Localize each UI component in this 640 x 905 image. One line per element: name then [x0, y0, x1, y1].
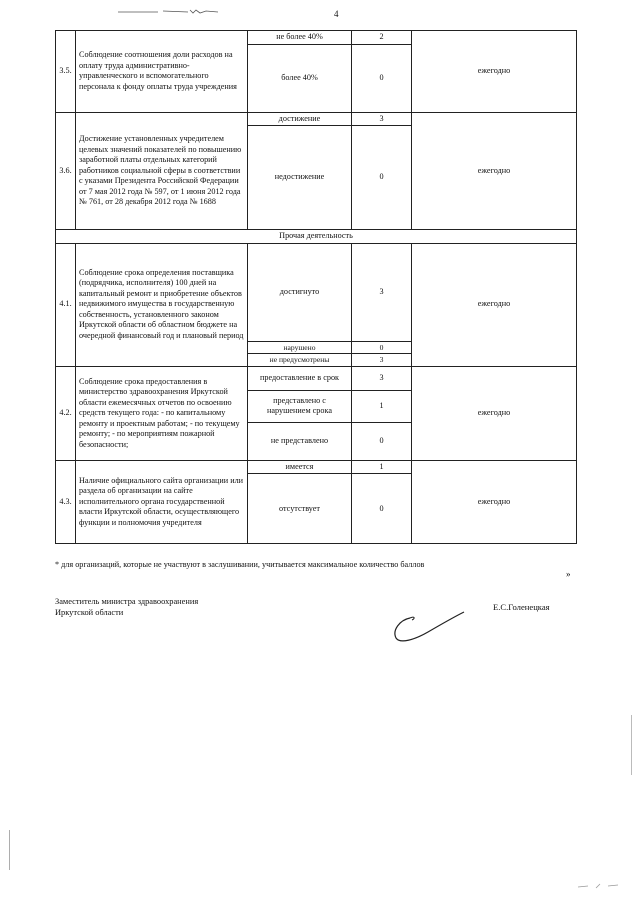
condition-cell: не более 40% — [248, 31, 352, 45]
criterion-text: Соблюдение соотношения доли расходов на оплату труда административно-управленческого и вспомогательного персонала к фонду оплаты труда учреждения — [76, 31, 248, 113]
row-number: 4.2. — [56, 366, 76, 460]
score-cell: 0 — [352, 341, 412, 354]
row-number: 3.6. — [56, 112, 76, 230]
score-cell: 0 — [352, 474, 412, 544]
score-cell: 1 — [352, 390, 412, 422]
condition-cell: не представлено — [248, 422, 352, 460]
row-number: 4.3. — [56, 460, 76, 544]
score-cell: 3 — [352, 366, 412, 390]
condition-cell: предоставление в срок — [248, 366, 352, 390]
frequency-cell: ежегодно — [412, 31, 577, 113]
score-cell: 0 — [352, 422, 412, 460]
margin-mark — [630, 715, 633, 775]
condition-cell: представлено с нарушением срока — [248, 390, 352, 422]
table-row — [56, 460, 577, 474]
condition-cell: имеется — [248, 460, 352, 474]
margin-mark — [8, 830, 11, 870]
condition-cell: достигнуто — [248, 243, 352, 341]
score-cell: 0 — [352, 44, 412, 112]
condition-cell: недостижение — [248, 126, 352, 230]
score-cell: 0 — [352, 126, 412, 230]
condition-cell: не предусмотрены — [248, 354, 352, 367]
score-cell: 2 — [352, 31, 412, 45]
criterion-text: Соблюдение срока предоставления в министерство здравоохранения Иркутской области ежемесячных отчетов по освоению средств текущего года: - по капитальному ремонту и проектным работам; - по текущему ремонту; - по мероприятиям пожарной безопасности; — [76, 366, 248, 460]
condition-cell: нарушено — [248, 341, 352, 354]
signatory-title-line: Иркутской области — [55, 608, 124, 618]
condition-cell: отсутствует — [248, 474, 352, 544]
signatory-title — [55, 596, 198, 619]
frequency-cell: ежегодно — [412, 112, 577, 230]
handwritten-signature — [388, 606, 468, 646]
signatory-title-line: Заместитель министра здравоохранения — [55, 597, 199, 606]
frequency-cell: ежегодно — [412, 243, 577, 366]
criterion-text: Наличие официального сайта организации или раздела об организации на сайте исполнительного органа государственной власти Иркутской области, осуществляющего функции и полномочия учредителя — [76, 460, 248, 544]
table-row — [56, 31, 577, 45]
page-number: 4 — [334, 9, 339, 19]
condition-cell: более 40% — [248, 44, 352, 112]
signatory-name: Е.С.Голенецкая — [493, 602, 550, 612]
criterion-text: Достижение установленных учредителем целевых значений показателей по повышению заработной платы отдельных категорий работников социальной сферы в соответствии с указами Президента Российской Федерации от 7 мая 2012 года № 597, от 1 июня 2012 года № 761, от 28 декабря 2012 года № 1688 — [76, 112, 248, 230]
criterion-text: Соблюдение срока определения поставщика (подрядчика, исполнителя) 100 дней на капитальный ремонт и приобретение объектов недвижимого имущества в государственную собственность, установленного законом Иркутской области об областном бюджете на очередной финансовый год и плановый период — [76, 243, 248, 366]
row-number: 4.1. — [56, 243, 76, 366]
row-number: 3.5. — [56, 31, 76, 113]
scan-mark — [578, 880, 618, 890]
scribble-mark — [118, 8, 218, 14]
score-cell: 3 — [352, 112, 412, 126]
score-cell: 3 — [352, 354, 412, 367]
frequency-cell: ежегодно — [412, 366, 577, 460]
footnote: * для организаций, которые не участвуют в заслушивании, учитывается максимальное количество баллов — [55, 560, 425, 569]
table-row — [56, 112, 577, 126]
score-cell: 3 — [352, 243, 412, 341]
score-cell: 1 — [352, 460, 412, 474]
section-row — [56, 230, 577, 244]
section-title: Прочая деятельность — [56, 230, 577, 244]
closing-quote: » — [566, 569, 571, 579]
condition-cell: достижение — [248, 112, 352, 126]
table-row — [56, 366, 577, 390]
criteria-table — [55, 30, 577, 544]
frequency-cell: ежегодно — [412, 460, 577, 544]
table-row — [56, 243, 577, 341]
